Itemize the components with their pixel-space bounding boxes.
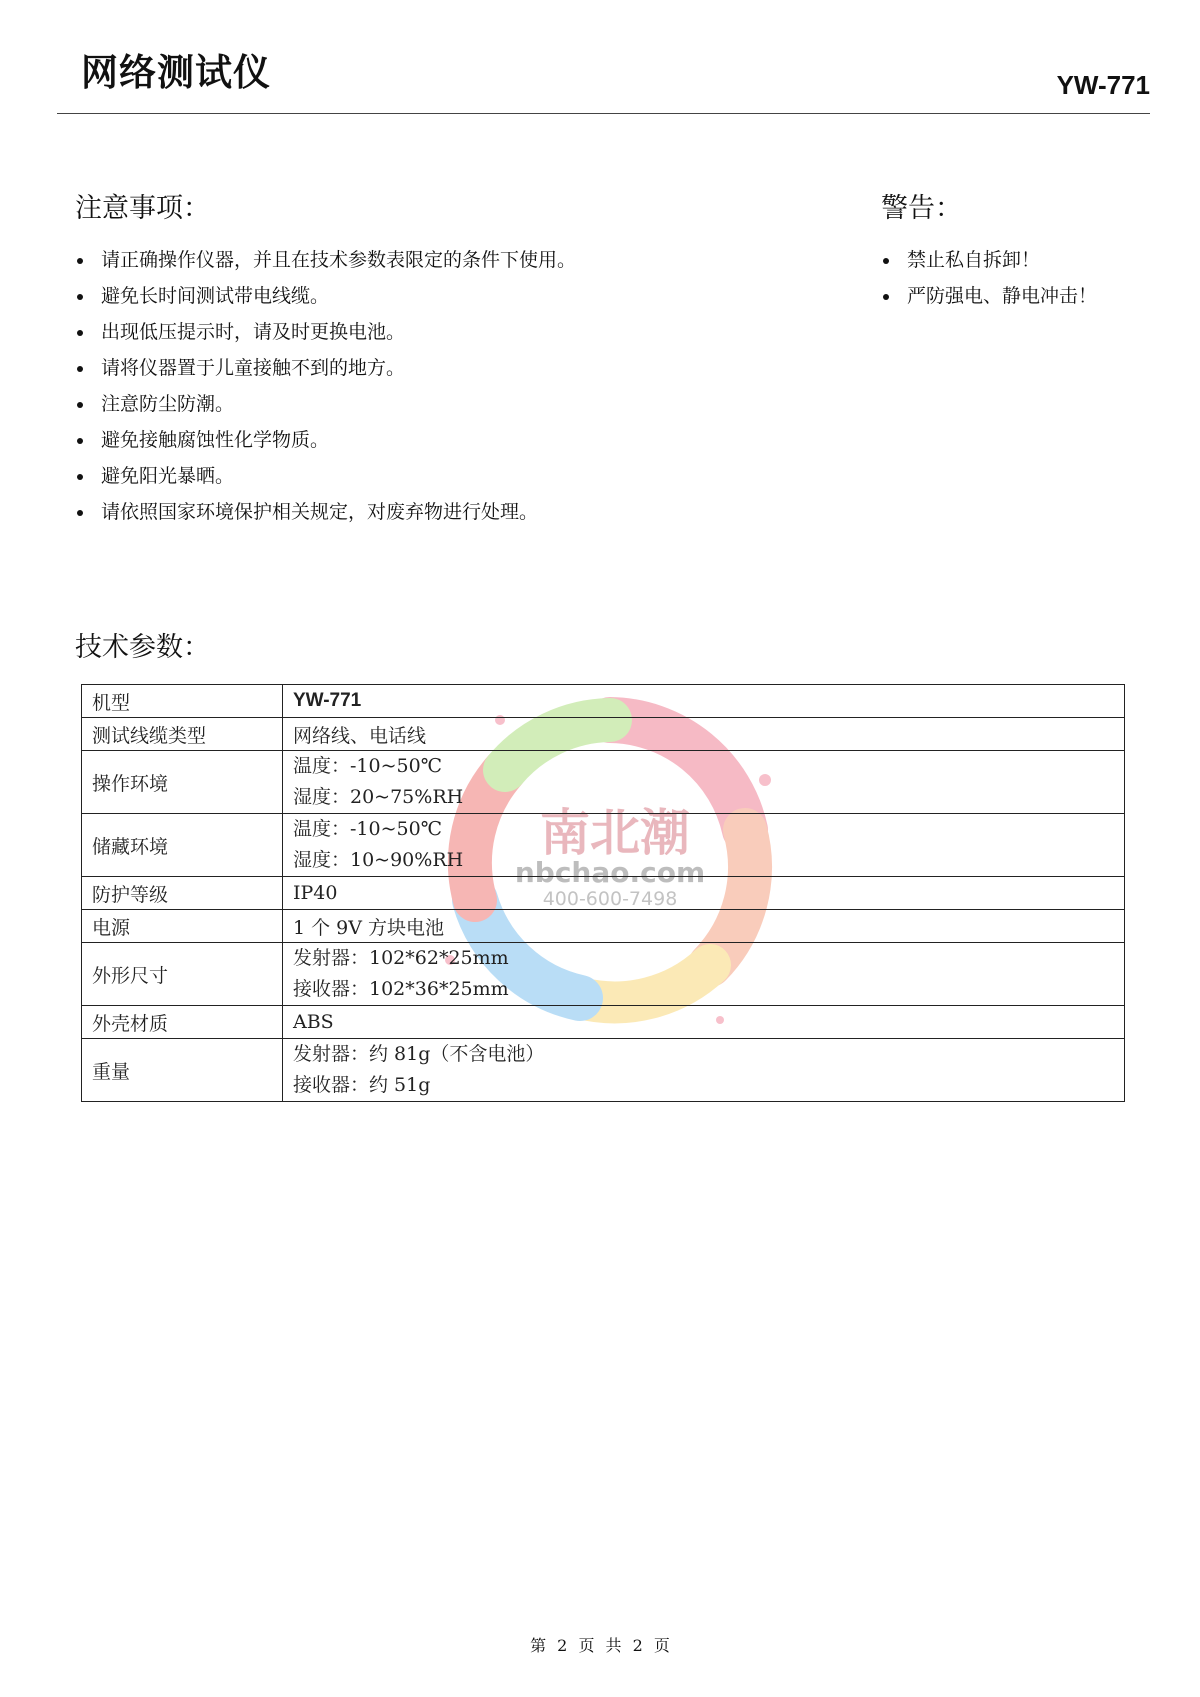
watermark-phone: 400-600-7498 — [542, 888, 678, 910]
table-row — [82, 814, 1125, 877]
specs-table — [81, 684, 1125, 1102]
watermark-site: nbchao.com — [514, 856, 706, 889]
spec-value: 湿度：20~75%RH — [293, 786, 464, 808]
precaution-item: 避免长时间测试带电线缆。 — [75, 278, 576, 314]
table-row — [82, 910, 1125, 943]
precaution-item: 请将仪器置于儿童接触不到的地方。 — [75, 350, 576, 386]
spec-value: 湿度：10~90%RH — [293, 849, 464, 871]
spec-value: 1 个 9V 方块电池 — [283, 910, 1125, 943]
spec-value: 发射器：约 81g（不含电池） — [293, 1043, 545, 1065]
warning-item: 禁止私自拆卸！ — [881, 242, 1097, 278]
spec-label: 储藏环境 — [82, 814, 283, 877]
spec-label: 操作环境 — [82, 751, 283, 814]
table-row — [82, 1039, 1125, 1102]
table-row — [82, 1006, 1125, 1039]
spec-value: YW-771 — [283, 685, 1125, 718]
document-title: 网络测试仪 — [81, 51, 271, 94]
spec-value: IP40 — [283, 877, 1125, 910]
header-model-number: YW-771 — [1056, 70, 1150, 100]
spec-label: 测试线缆类型 — [82, 718, 283, 751]
precautions-heading: 注意事项： — [75, 193, 210, 224]
spec-label: 外壳材质 — [82, 1006, 283, 1039]
spec-value: ABS — [283, 1006, 1125, 1039]
spec-label: 机型 — [82, 685, 283, 718]
spec-label: 防护等级 — [82, 877, 283, 910]
precaution-item: 请依照国家环境保护相关规定，对废弃物进行处理。 — [75, 494, 576, 530]
spec-value: 网络线、电话线 — [283, 718, 1125, 751]
spec-label: 外形尺寸 — [82, 943, 283, 1006]
spec-value-cell — [283, 751, 1125, 814]
warnings-list — [881, 242, 1097, 314]
spec-value: 温度：-10~50℃ — [293, 755, 442, 777]
spec-value: 发射器：102*62*25mm — [293, 947, 509, 969]
table-row — [82, 718, 1125, 751]
spec-value: 接收器：102*36*25mm — [293, 978, 509, 1000]
precaution-item: 出现低压提示时，请及时更换电池。 — [75, 314, 576, 350]
table-row — [82, 751, 1125, 814]
watermark-brand: 南北潮 — [540, 803, 690, 862]
spec-value-cell — [283, 814, 1125, 877]
table-row — [82, 943, 1125, 1006]
spec-label: 电源 — [82, 910, 283, 943]
precaution-item: 避免接触腐蚀性化学物质。 — [75, 422, 576, 458]
spec-value-cell — [283, 1039, 1125, 1102]
header-divider — [57, 113, 1150, 114]
precaution-item: 注意防尘防潮。 — [75, 386, 576, 422]
warnings-heading: 警告： — [881, 193, 962, 224]
spec-value: 接收器：约 51g — [293, 1074, 431, 1096]
specs-heading: 技术参数： — [75, 632, 210, 663]
precaution-item: 避免阳光暴晒。 — [75, 458, 576, 494]
warning-item: 严防强电、静电冲击！ — [881, 278, 1097, 314]
precautions-list — [75, 242, 576, 530]
table-row — [82, 685, 1125, 718]
spec-value: 温度：-10~50℃ — [293, 818, 442, 840]
table-row — [82, 877, 1125, 910]
precaution-item: 请正确操作仪器，并且在技术参数表限定的条件下使用。 — [75, 242, 576, 278]
spec-label: 重量 — [82, 1039, 283, 1102]
page-number: 第 2 页 共 2 页 — [530, 1636, 670, 1655]
spec-value-cell — [283, 943, 1125, 1006]
